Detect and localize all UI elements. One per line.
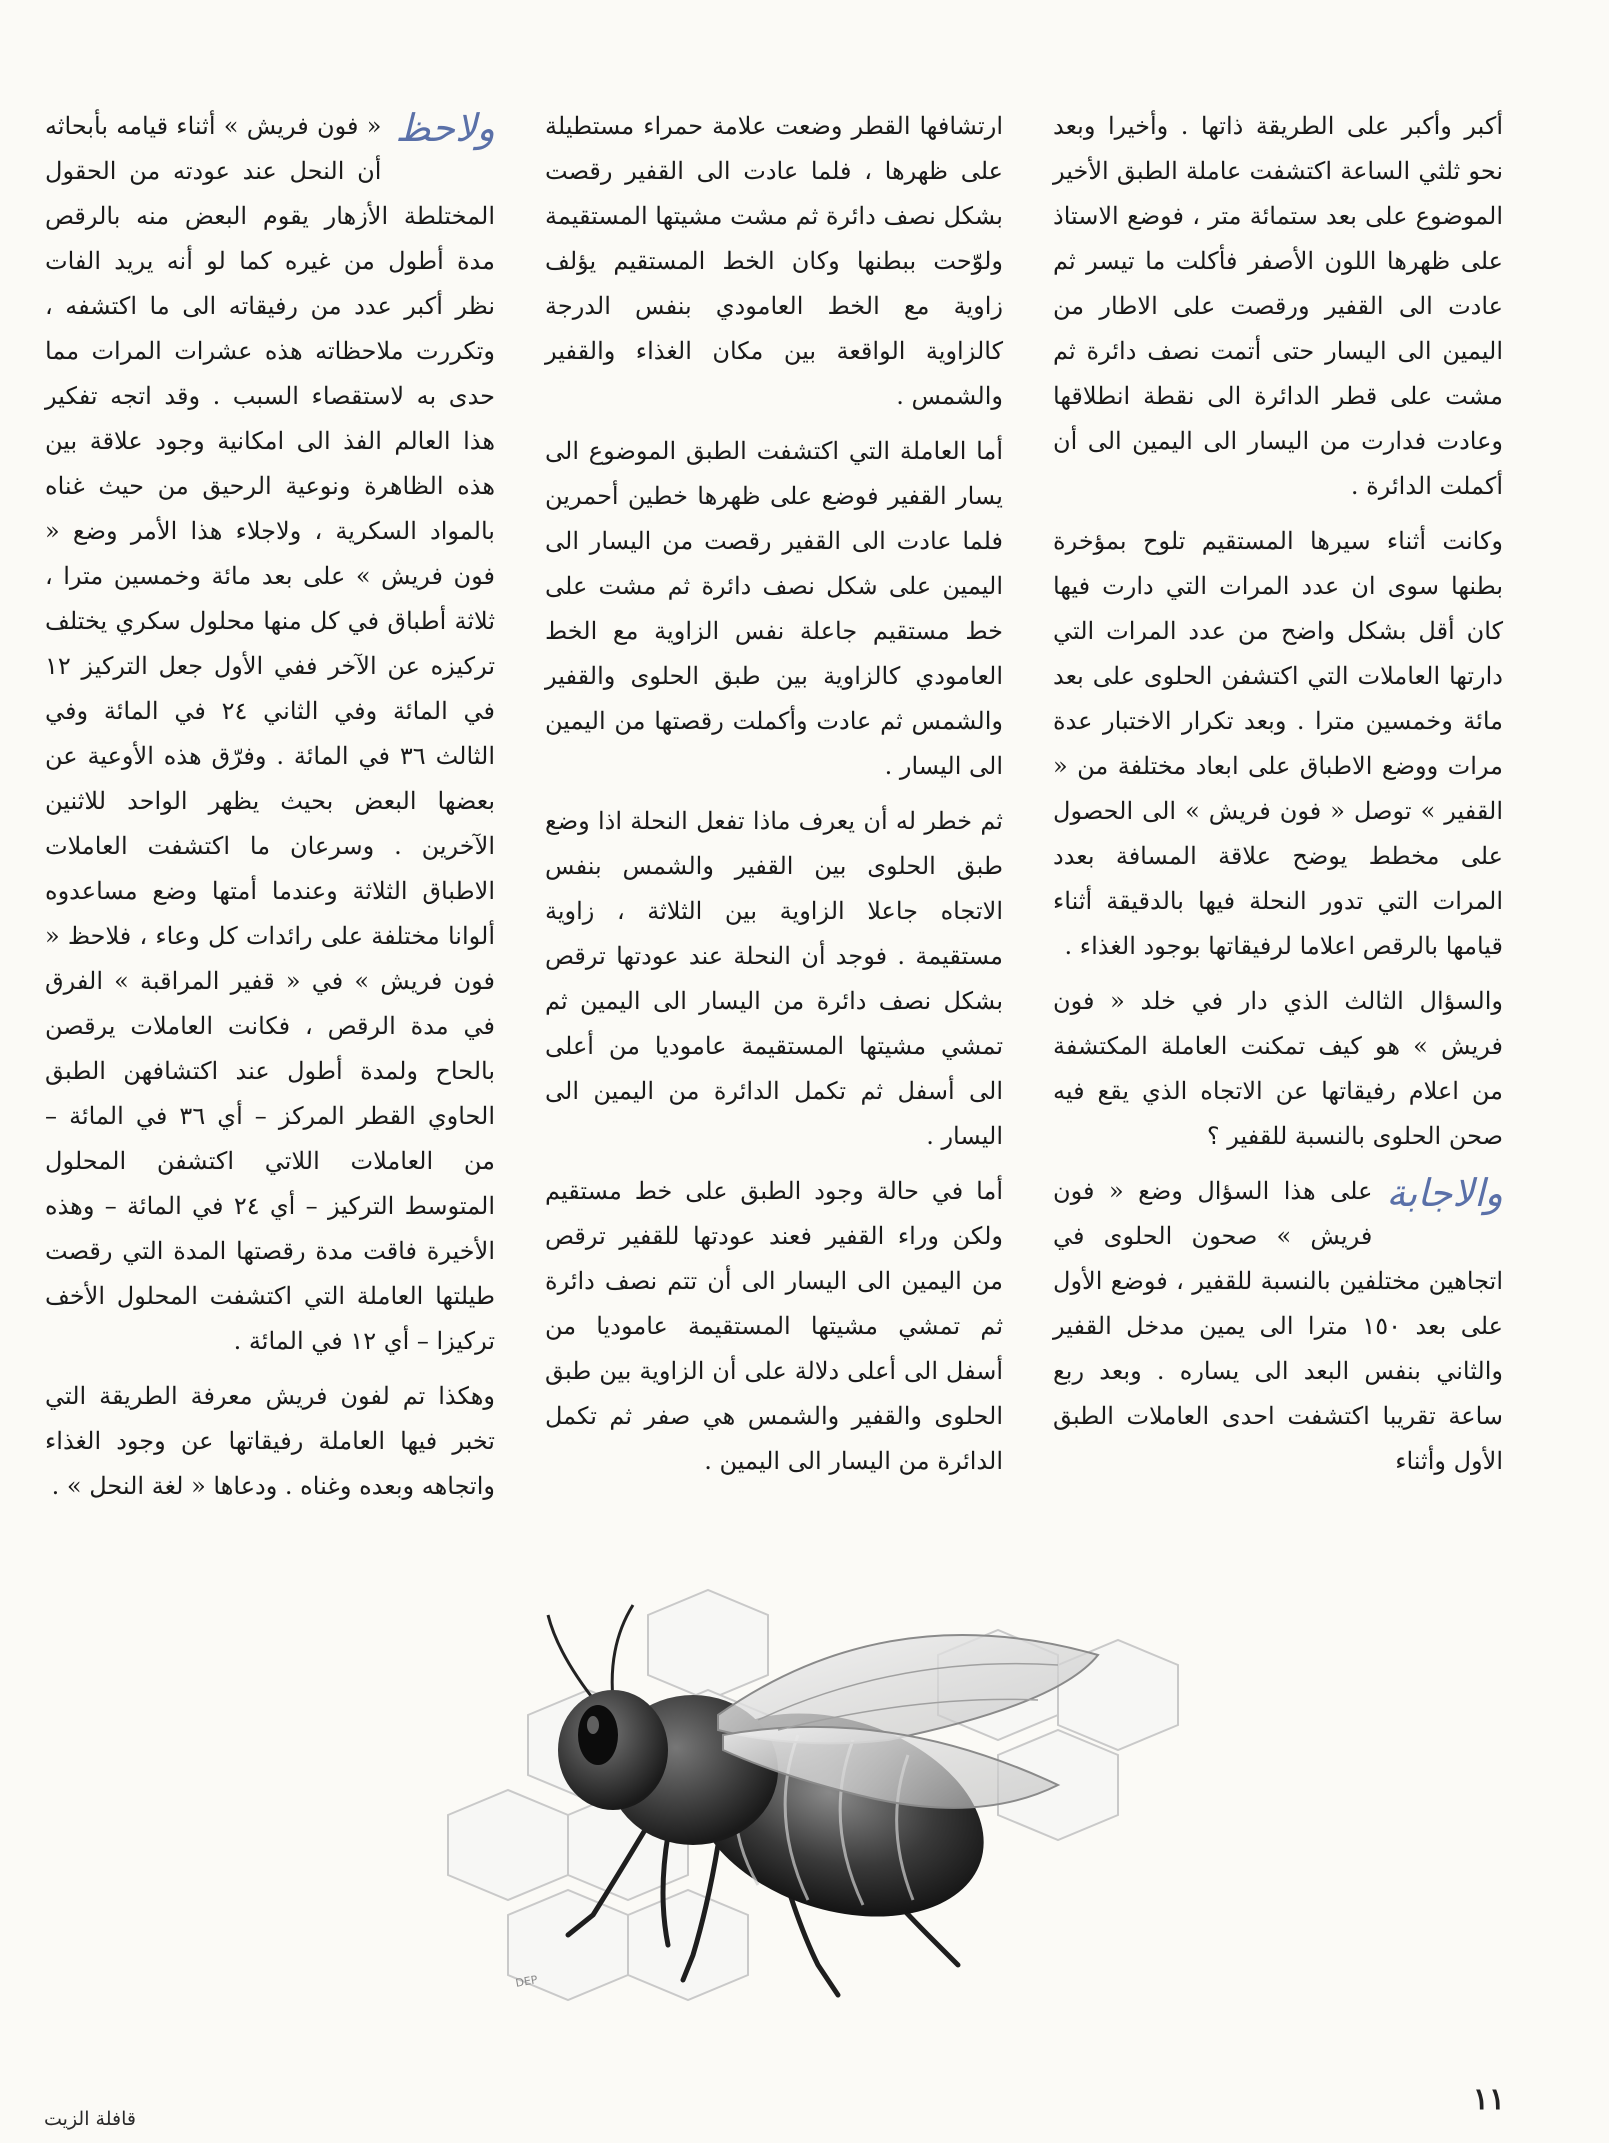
marginal-note-observation: ولاحظ (395, 106, 495, 150)
page-number: ١١ (1472, 2082, 1505, 2117)
bee-illustration (418, 1535, 1188, 2035)
paragraph (1053, 1169, 1503, 1484)
article-column-left (45, 104, 495, 1519)
marginal-note-answer: والاجابة (1386, 1171, 1503, 1215)
paragraph-text: « فون فريش » أثناء قيامه بأبحاثه أن النحل عند عودته من الحقول المختلطة الأزهار يقوم البعض منه بالرقص مدة أطول من غيره كما لو أنه يريد الفات نظر أكبر عدد من رفيقاته الى ما اكتشفه ، وتكررت ملاحظاته هذه عشرات المرات مما حدى به لاستقصاء السبب . وقد اتجه تفكير هذا العالم الفذ الى امكانية وجود علاقة بين هذه الظاهرة ونوعية الرحيق من حيث غناه بالمواد السكرية ، ولاجلاء هذا الأمر وضع « فون فريش » على بعد مائة وخمسين مترا ، ثلاثة أطباق في كل منها محلول سكري يختلف تركيزه عن الآخر ففي الأول جعل التركيز ١٢ في المائة وفي الثاني ٢٤ في المائة وفي الثالث ٣٦ في المائة . وفرّق هذه الأوعية عن بعضها البعض بحيث يظهر الواحد للاثنين الآخرين . وسرعان ما اكتشفت العاملات الاطباق الثلاثة وعندما أمتها وضع مساعدوه ألوانا مختلفة على رائدات كل وعاء ، فلاحظ « فون فريش » في « قفير المراقبة » الفرق في مدة الرقص ، فكانت العاملات يرقصن بالحاح ولمدة أطول عند اكتشافهن الطبق الحاوي القطر المركز – أي ٣٦ في المائة – من العاملات اللاتي اكتشفن المحلول المتوسط التركيز – أي ٢٤ في المائة – وهذه الأخيرة فاقت مدة رقصتها المدة التي رقصت طيلتها العاملة التي اكتشفت المحلول الأخف تركيزا – أي ١٢ في المائة . (45, 112, 496, 1355)
paragraph: وهكذا تم لفون فريش معرفة الطريقة التي تخبر فيها العاملة رفيقاتها عن وجود الغذاء واتجاهه وبعده وغناه . ودعاها « لغة النحل » . (45, 1382, 495, 1500)
magazine-name: قافلة الزيت (44, 2108, 136, 2130)
paragraph: وكانت أثناء سيرها المستقيم تلوح بمؤخرة بطنها سوى ان عدد المرات التي دارت فيها كان أقل بشكل واضح من عدد المرات التي دارتها العاملات التي اكتشفن الحلوى على بعد مائة وخمسين مترا . وبعد تكرار الاختبار عدة مرات ووضع الاطباق على ابعاد مختلفة من « القفير » توصل « فون فريش » الى الحصول على مخطط يوضح علاقة المسافة بعدد المرات التي تدور النحلة فيها بالدقيقة أثناء قيامها بالرقص اعلاما لرفيقاتها بوجود الغذاء . (1053, 527, 1503, 960)
paragraph-text: على هذا السؤال وضع « فون فريش » صحون الحلوى في اتجاهين مختلفين بالنسبة للقفير ، فوضع الأول على بعد ١٥٠ مترا الى يمين مدخل القفير والثاني بنفس البعد الى يساره . وبعد ربع ساعة تقريبا اكتشفت احدى العاملات الطبق الأول وأثناء (1053, 1177, 1503, 1475)
paragraph: أكبر وأكبر على الطريقة ذاتها . وأخيرا وبعد نحو ثلثي الساعة اكتشفت عاملة الطبق الأخير الموضوع على بعد ستمائة متر ، فوضع الاستاذ على ظهرها اللون الأصفر فأكلت ما تيسر ثم عادت الى القفير ورقصت على الاطار من اليمين الى اليسار حتى أتمت نصف دائرة ثم مشت على قطر الدائرة الى نقطة انطلاقها وعادت فدارت من اليسار الى اليمين الى أن أكملت الدائرة . (1053, 112, 1503, 500)
paragraph: أما العاملة التي اكتشفت الطبق الموضوع الى يسار القفير فوضع على ظهرها خطين أحمرين فلما عادت الى القفير رقصت من اليسار الى اليمين على شكل نصف دائرة ثم مشت على خط مستقيم جاعلة نفس الزاوية مع الخط العامودي كالزاوية بين طبق الحلوى والقفير والشمس ثم عادت وأكملت رقصتها من اليمين الى اليسار . (545, 437, 1003, 780)
paragraph: ثم خطر له أن يعرف ماذا تفعل النحلة اذا وضع طبق الحلوى بين القفير والشمس بنفس الاتجاه جاعلا الزاوية بين الثلاثة ، زاوية مستقيمة . فوجد أن النحلة عند عودتها ترقص بشكل نصف دائرة من اليسار الى اليمين ثم تمشي مشيتها المستقيمة عاموديا من أعلى الى أسفل ثم تكمل الدائرة من اليمين الى اليسار . (545, 807, 1003, 1150)
paragraph: والسؤال الثالث الذي دار في خلد « فون فريش » هو كيف تمكنت العاملة المكتشفة من اعلام رفيقاتها عن الاتجاه الذي يقع فيه صحن الحلوى بالنسبة للقفير ؟ (1053, 987, 1503, 1150)
paragraph: أما في حالة وجود الطبق على خط مستقيم ولكن وراء القفير فعند عودتها للقفير ترقص من اليمين الى اليسار الى أن تتم نصف دائرة ثم تمشي مشيتها المستقيمة عاموديا من أسفل الى أعلى دلالة على أن الزاوية بين طبق الحلوى والقفير والشمس هي صفر ثم تكمل الدائرة من اليسار الى اليمين . (545, 1177, 1003, 1475)
article-column-middle (545, 104, 1003, 1494)
article-column-right (1053, 104, 1503, 1494)
paragraph: ارتشافها القطر وضعت علامة حمراء مستطيلة على ظهرها ، فلما عادت الى القفير رقصت بشكل نصف دائرة ثم مشت مشيتها المستقيمة ولوّحت ببطنها وكان الخط المستقيم يؤلف زاوية مع الخط العامودي بنفس الدرجة كالزاوية الواقعة بين مكان الغذاء والقفير والشمس . (545, 112, 1004, 410)
artist-signature: DEP (514, 1973, 539, 1990)
paragraph (45, 104, 495, 1364)
